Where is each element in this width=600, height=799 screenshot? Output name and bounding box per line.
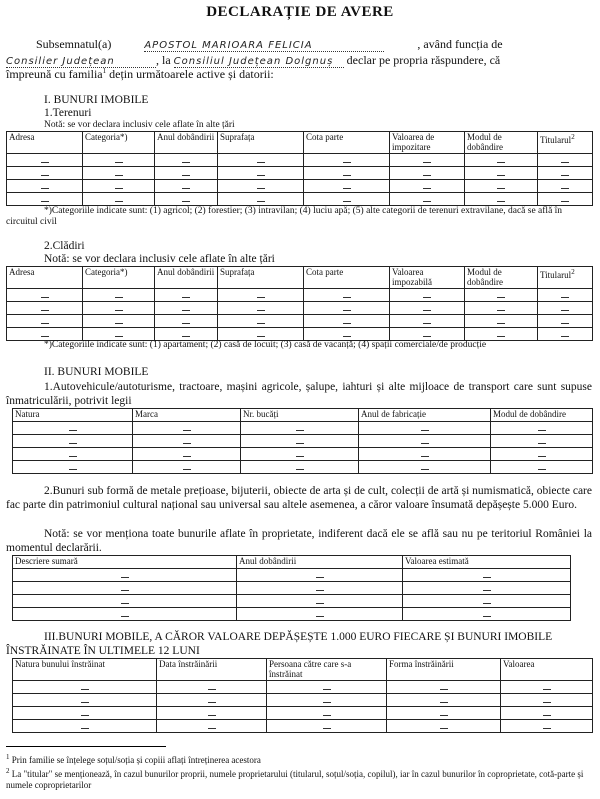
section-2-2-note: Notă: se vor menționa toate bunurile aflate în proprietate, indiferent dacă ele se află sau nu pe teritoriul României la momentul declarării. xyxy=(6,528,592,554)
subsemnatul-label: Subsemnatul(a) xyxy=(36,37,112,51)
section-1-2-footnote: *)Categoriile indicate sunt: (1) apartament; (2) casă de locuit; (3) casă de vacanță; (4) spații comerciale/de producție xyxy=(44,340,487,350)
table-row xyxy=(7,289,593,302)
table-row xyxy=(7,167,593,180)
column-header: Adresa xyxy=(7,132,83,154)
column-header: Valoarea xyxy=(501,659,593,681)
column-header: Modul de dobândire xyxy=(465,267,538,289)
table-row xyxy=(7,315,593,328)
column-header: Valoarea estimată xyxy=(403,556,571,569)
header-line-1 xyxy=(36,37,592,52)
table-row xyxy=(13,435,593,448)
table-row xyxy=(7,302,593,315)
column-header: Categoria*) xyxy=(83,267,155,289)
column-header: Valoarea de impozitare xyxy=(390,132,465,154)
table-row xyxy=(13,595,571,608)
column-header: Forma înstrăinării xyxy=(387,659,501,681)
table-row xyxy=(13,681,593,694)
column-header: Nr. bucăți xyxy=(241,409,359,422)
column-header: Adresa xyxy=(7,267,83,289)
column-header: Modul de dobândire xyxy=(465,132,538,154)
document-title: DECLARAȚIE DE AVERE xyxy=(206,4,394,20)
declarant-name: APOSTOL MARIOARA FELICIA xyxy=(144,40,384,52)
section-1-2-note: Notă: se vor declara inclusiv cele aflate în alte țări xyxy=(44,253,275,265)
institution-value: Consiliul Județean Dolgnuș xyxy=(174,56,344,68)
column-header: Categoria*) xyxy=(83,132,155,154)
detin-label: dețin următoarele active și datorii: xyxy=(109,67,274,81)
column-header: Natura xyxy=(13,409,133,422)
column-header: Suprafața xyxy=(218,132,304,154)
footnote-ref-1: 1 xyxy=(102,67,107,75)
table-row xyxy=(13,707,593,720)
table-row xyxy=(7,193,593,206)
column-header: Anul dobândirii xyxy=(155,132,218,154)
table-row xyxy=(13,448,593,461)
section-2-heading: II. BUNURI MOBILE xyxy=(44,366,149,378)
column-header: Cota parte xyxy=(304,132,390,154)
column-header: Anul de fabricație xyxy=(359,409,491,422)
table-row xyxy=(13,582,571,595)
column-header: Anul dobândirii xyxy=(237,556,403,569)
table-header-row xyxy=(13,659,593,681)
footnote-separator xyxy=(6,746,166,747)
section-2-1-heading: 1.Autovehicule/autoturisme, tractoare, mașini agricole, șalupe, iahturi și alte mijloace de transport care sunt supuse înmatriculării, potrivit legii xyxy=(6,381,592,407)
table-row xyxy=(13,720,593,733)
table-row xyxy=(7,328,593,341)
column-header: Suprafața xyxy=(218,267,304,289)
column-header: Anul dobândirii xyxy=(155,267,218,289)
column-header: Valoarea impozabilă xyxy=(390,267,465,289)
section-1-1-footnote: *)Categoriile indicate sunt: (1) agricol; (2) forestier; (3) intravilan; (4) luciu apă; (5) alte categorii de terenuri extravilane, dacă se află în circuitul civil xyxy=(6,206,563,227)
table-row xyxy=(13,569,571,582)
table-row xyxy=(13,608,571,621)
column-header: Cota parte xyxy=(304,267,390,289)
table-header-row xyxy=(7,267,593,289)
table-row xyxy=(13,694,593,707)
section-1-1-note: Notă: se vor declara inclusiv cele aflate în alte țări xyxy=(44,120,235,130)
table-row xyxy=(13,422,593,435)
declar-label: declar pe propria răspundere, că xyxy=(346,53,501,67)
column-header: Marca xyxy=(133,409,241,422)
column-header: Titularul$^2$ xyxy=(538,132,593,154)
table-row xyxy=(13,461,593,474)
bunuri-table xyxy=(12,555,571,621)
column-header: Persoana către care s-a înstrăinat xyxy=(267,659,387,681)
column-header: Descriere sumară xyxy=(13,556,237,569)
instrainate-table xyxy=(12,658,593,733)
header-line-2 xyxy=(6,53,592,68)
terenuri-table xyxy=(6,131,593,206)
section-1-2-heading: 2.Clădiri xyxy=(44,240,85,252)
section-1-heading: I. BUNURI IMOBILE xyxy=(44,94,149,106)
avand-label: , având funcția de xyxy=(417,37,503,51)
la-label: , la xyxy=(156,53,171,67)
header-line-3 xyxy=(6,67,592,82)
column-header: Data înstrăinării xyxy=(157,659,267,681)
table-header-row xyxy=(7,132,593,154)
column-header: Titularul$^2$ xyxy=(538,267,593,289)
column-header: Modul de dobândire xyxy=(491,409,593,422)
vehicule-table xyxy=(12,408,593,474)
section-3-heading: III.BUNURI MOBILE, A CĂROR VALOARE DEPĂȘEȘTE 1.000 EURO FIECARE ȘI BUNURI IMOBILE ÎNSTRĂINATE ÎN ULTIMELE 12 LUNI xyxy=(6,631,553,657)
table-header-row xyxy=(13,556,571,569)
cladiri-table xyxy=(6,266,593,341)
section-2-2-heading: 2.Bunuri sub formă de metale prețioase, bijuterii, obiecte de arta și de cult, colecții de artă și numismatică, obiecte care fac parte din patrimoniul cultural național sau universal sau altele asemenea, a căror valoare însumată depășește 5.000 Euro. xyxy=(6,485,592,511)
footnote-2: $^2$ La "titular" se menționează, în cazul bunurilor proprii, numele proprietarului (titularul, soțul/soția, copilul), iar în cazul bunurilor în coproprietate, cotă-parte și numele coproprietarilor xyxy=(6,767,584,790)
table-row xyxy=(7,180,593,193)
footnote-1: $^1$ Prin familie se înțelege soțul/soția și copiii aflați întreținerea acestora xyxy=(6,753,261,765)
function-value: Consilier Județean xyxy=(6,56,156,68)
impreuna-label: împreună cu familia xyxy=(6,67,103,81)
column-header: Natura bunului înstrăinat xyxy=(13,659,157,681)
table-header-row xyxy=(13,409,593,422)
table-row xyxy=(7,154,593,167)
section-1-1-heading: 1.Terenuri xyxy=(44,107,92,119)
